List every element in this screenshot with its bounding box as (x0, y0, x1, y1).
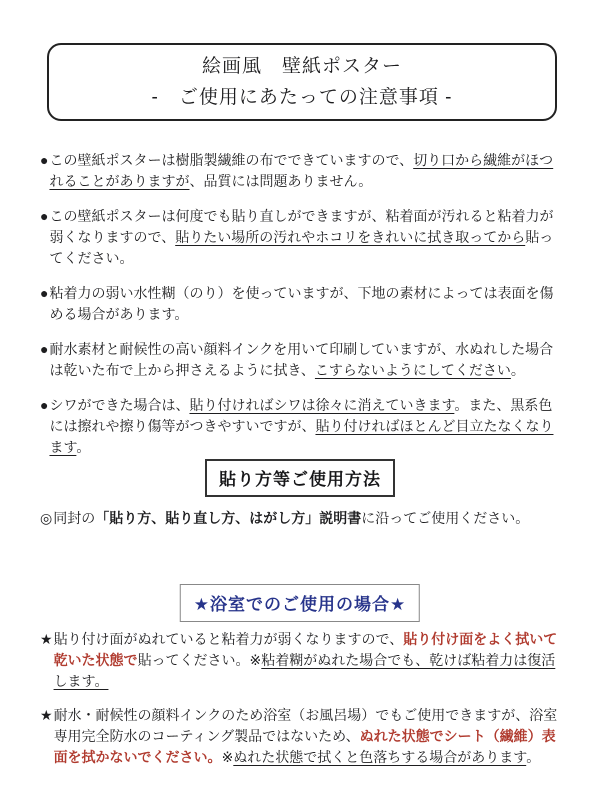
bathroom-note-text: 貼り付け面がぬれていると粘着力が弱くなりますので、貼り付け面をよく拭いて乾いた状態で貼ってください。※粘着糊がぬれた場合でも、乾けば粘着力は復活します。 (53, 631, 558, 689)
precaution-text: 耐水素材と耐候性の高い顔料インクを用いて印刷していますが、水ぬれした場合は乾いた布で上から押さえるように拭き、こすらないようにしてください。 (49, 341, 554, 378)
precaution-item (40, 339, 564, 381)
precaution-list (40, 150, 564, 472)
precaution-item (40, 206, 564, 269)
dot-bullet-icon: ● (40, 208, 49, 224)
dot-bullet-icon: ● (40, 152, 49, 168)
dot-bullet-icon: ● (40, 341, 49, 357)
precaution-item (40, 283, 564, 325)
usage-method-heading: 貼り方等ご使用方法 (205, 459, 395, 497)
bathroom-note-item (40, 705, 564, 768)
precaution-text: この壁紙ポスターは何度でも貼り直しができますが、粘着面が汚れると粘着力が弱くなりますので、貼りたい場所の汚れやホコリをきれいに拭き取ってから貼ってください。 (49, 208, 554, 266)
dot-bullet-icon: ● (40, 397, 49, 413)
bathroom-note-item (40, 629, 564, 692)
usage-note-text: 同封の「貼り方、貼り直し方、はがし方」説明書に沿ってご使用ください。 (53, 510, 530, 526)
usage-method-note (40, 508, 564, 529)
doc-title-line1: 絵画風 壁紙ポスター (201, 56, 402, 77)
precaution-text: この壁紙ポスターは樹脂製繊維の布でできていますので、切り口から繊維がほつれることがありますが、品質には問題ありません。 (49, 152, 554, 189)
star-bullet-icon: ★ (40, 707, 53, 723)
dot-bullet-icon: ● (40, 285, 49, 301)
bathroom-note-list (40, 629, 564, 781)
usage-note-item (40, 508, 564, 529)
precaution-text: シワができた場合は、貼り付ければシワは徐々に消えていきます。また、黒系色には擦れや擦り傷等がつきやすいですが、貼り付ければほとんど目立たなくなります。 (49, 397, 554, 455)
bathroom-note-text: 耐水・耐候性の顔料インクのため浴室（お風呂場）でもご使用できますが、浴室専用完全防水のコーティング製品ではないため、ぬれた状態でシート（繊維）表面を拭かないでください。※ぬれた状態で拭くと色落ちする場合があります。 (53, 707, 558, 765)
precaution-item (40, 395, 564, 458)
precaution-text: 粘着力の弱い水性糊（のり）を使っていますが、下地の素材によっては表面を傷める場合があります。 (49, 285, 554, 322)
star-bullet-icon: ★ (40, 631, 53, 647)
title-box (47, 43, 557, 121)
bathroom-section-heading: ★浴室でのご使用の場合★ (180, 584, 420, 622)
circle-bullet-icon: ◎ (40, 510, 53, 526)
doc-title-line2: - ご使用にあたっての注意事項 - (151, 87, 453, 108)
precaution-item (40, 150, 564, 192)
